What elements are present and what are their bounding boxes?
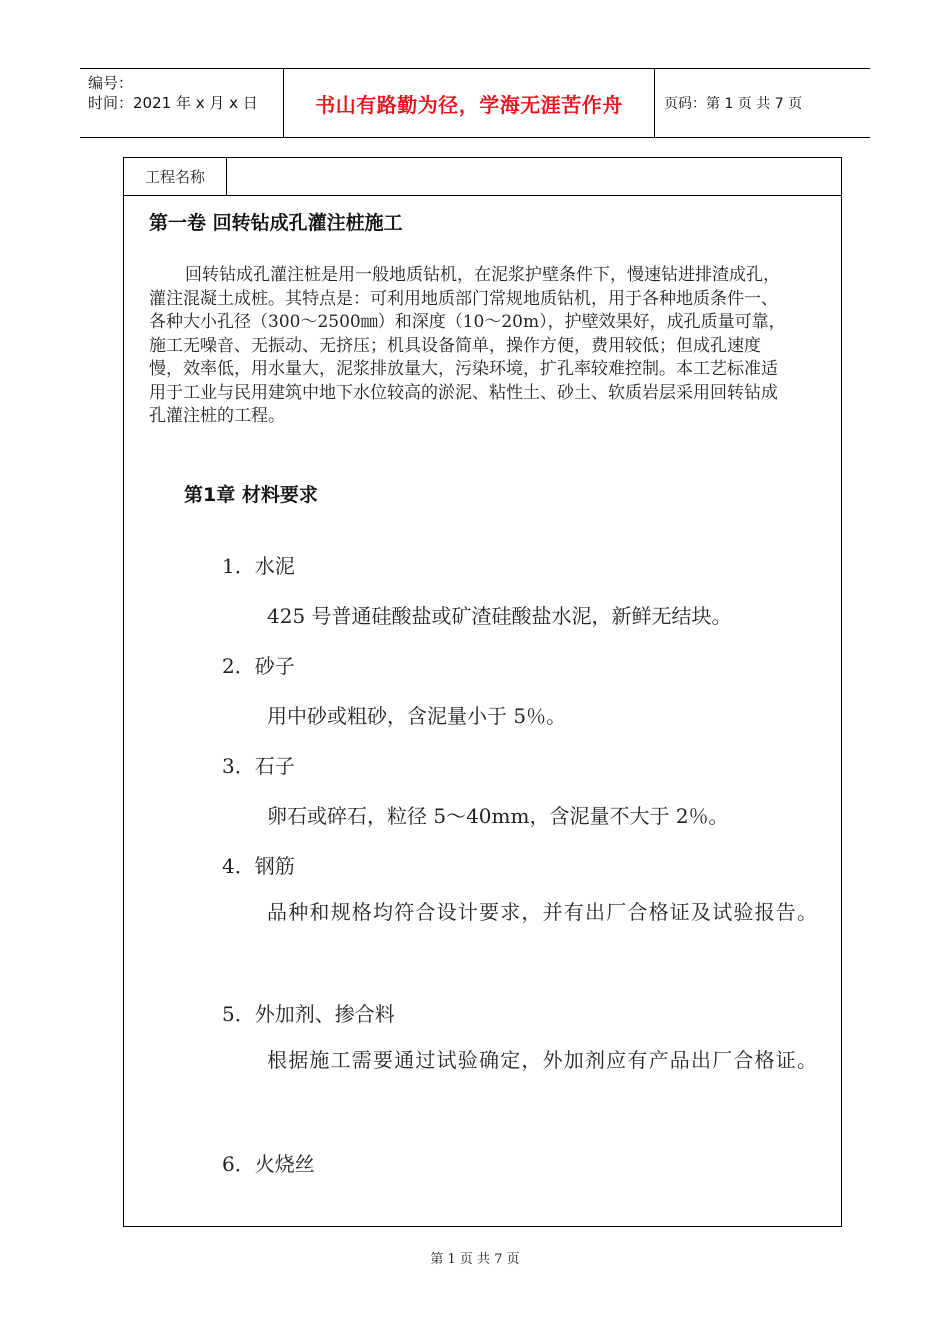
intro-paragraph: 回转钻成孔灌注桩是用一般地质钻机，在泥浆护壁条件下，慢速钻进排渣成孔，灌注混凝土成桩。其特点是：可利用地质部门常规地质钻机，用于各种地质条件一、各种大小孔径（300～2500㎜）和深度（10～20m），护壁效果好，成孔质量可靠，施工无噪音、无振动、无挤压；机具设备简单，操作方便，费用较低；但成孔速度慢，效率低，用水量大，泥浆排放量大，污染环境，扩孔率较难控制。本工艺标准适用于工业与民用建筑中地下水位较高的淤泥、粘性土、砂土、软质岩层采用回转钻成孔灌注桩的工程。 bbox=[149, 265, 786, 426]
header-page-info bbox=[655, 69, 870, 137]
project-name-label: 工程名称 bbox=[124, 158, 227, 195]
time-label: 时间：2021 年 x 月 x 日 bbox=[88, 94, 258, 112]
section-heading: 2．砂子 bbox=[222, 654, 295, 678]
section-body: 卵石或碎石，粒径 5～40mm，含泥量不大于 2％。 bbox=[267, 804, 729, 828]
chapter-title: 第1章 材料要求 bbox=[184, 484, 318, 506]
page-footer: 第 1 页 共 7 页 bbox=[430, 1252, 520, 1267]
section-body: 425 号普通硅酸盐或矿渣硅酸盐水泥，新鲜无结块。 bbox=[267, 604, 732, 628]
project-name-row bbox=[124, 158, 841, 196]
section-body: 根据施工需要通过试验确定，外加剂应有产品出厂合格证。 bbox=[267, 1048, 819, 1072]
serial-number-label: 编号： bbox=[88, 74, 134, 92]
section-heading: 6．火烧丝 bbox=[222, 1152, 315, 1176]
motto-text: 书山有路勤为径，学海无涯苦作舟 bbox=[315, 92, 623, 117]
section-heading: 4．钢筋 bbox=[222, 854, 295, 878]
section-body: 用中砂或粗砂，含泥量小于 5％。 bbox=[267, 704, 567, 728]
header-meta bbox=[80, 69, 283, 137]
page-header bbox=[80, 68, 870, 138]
section-body: 品种和规格均符合设计要求，并有出厂合格证及试验报告。 bbox=[267, 900, 819, 924]
page-info-text: 页码：第 1 页 共 7 页 bbox=[664, 96, 803, 112]
section-heading: 1．水泥 bbox=[222, 554, 295, 578]
section-heading: 3．石子 bbox=[222, 754, 295, 778]
volume-title: 第一卷 回转钻成孔灌注桩施工 bbox=[149, 212, 403, 234]
section-heading: 5．外加剂、掺合料 bbox=[222, 1002, 395, 1026]
project-name-field[interactable] bbox=[227, 158, 841, 195]
header-motto-cell bbox=[283, 69, 655, 137]
